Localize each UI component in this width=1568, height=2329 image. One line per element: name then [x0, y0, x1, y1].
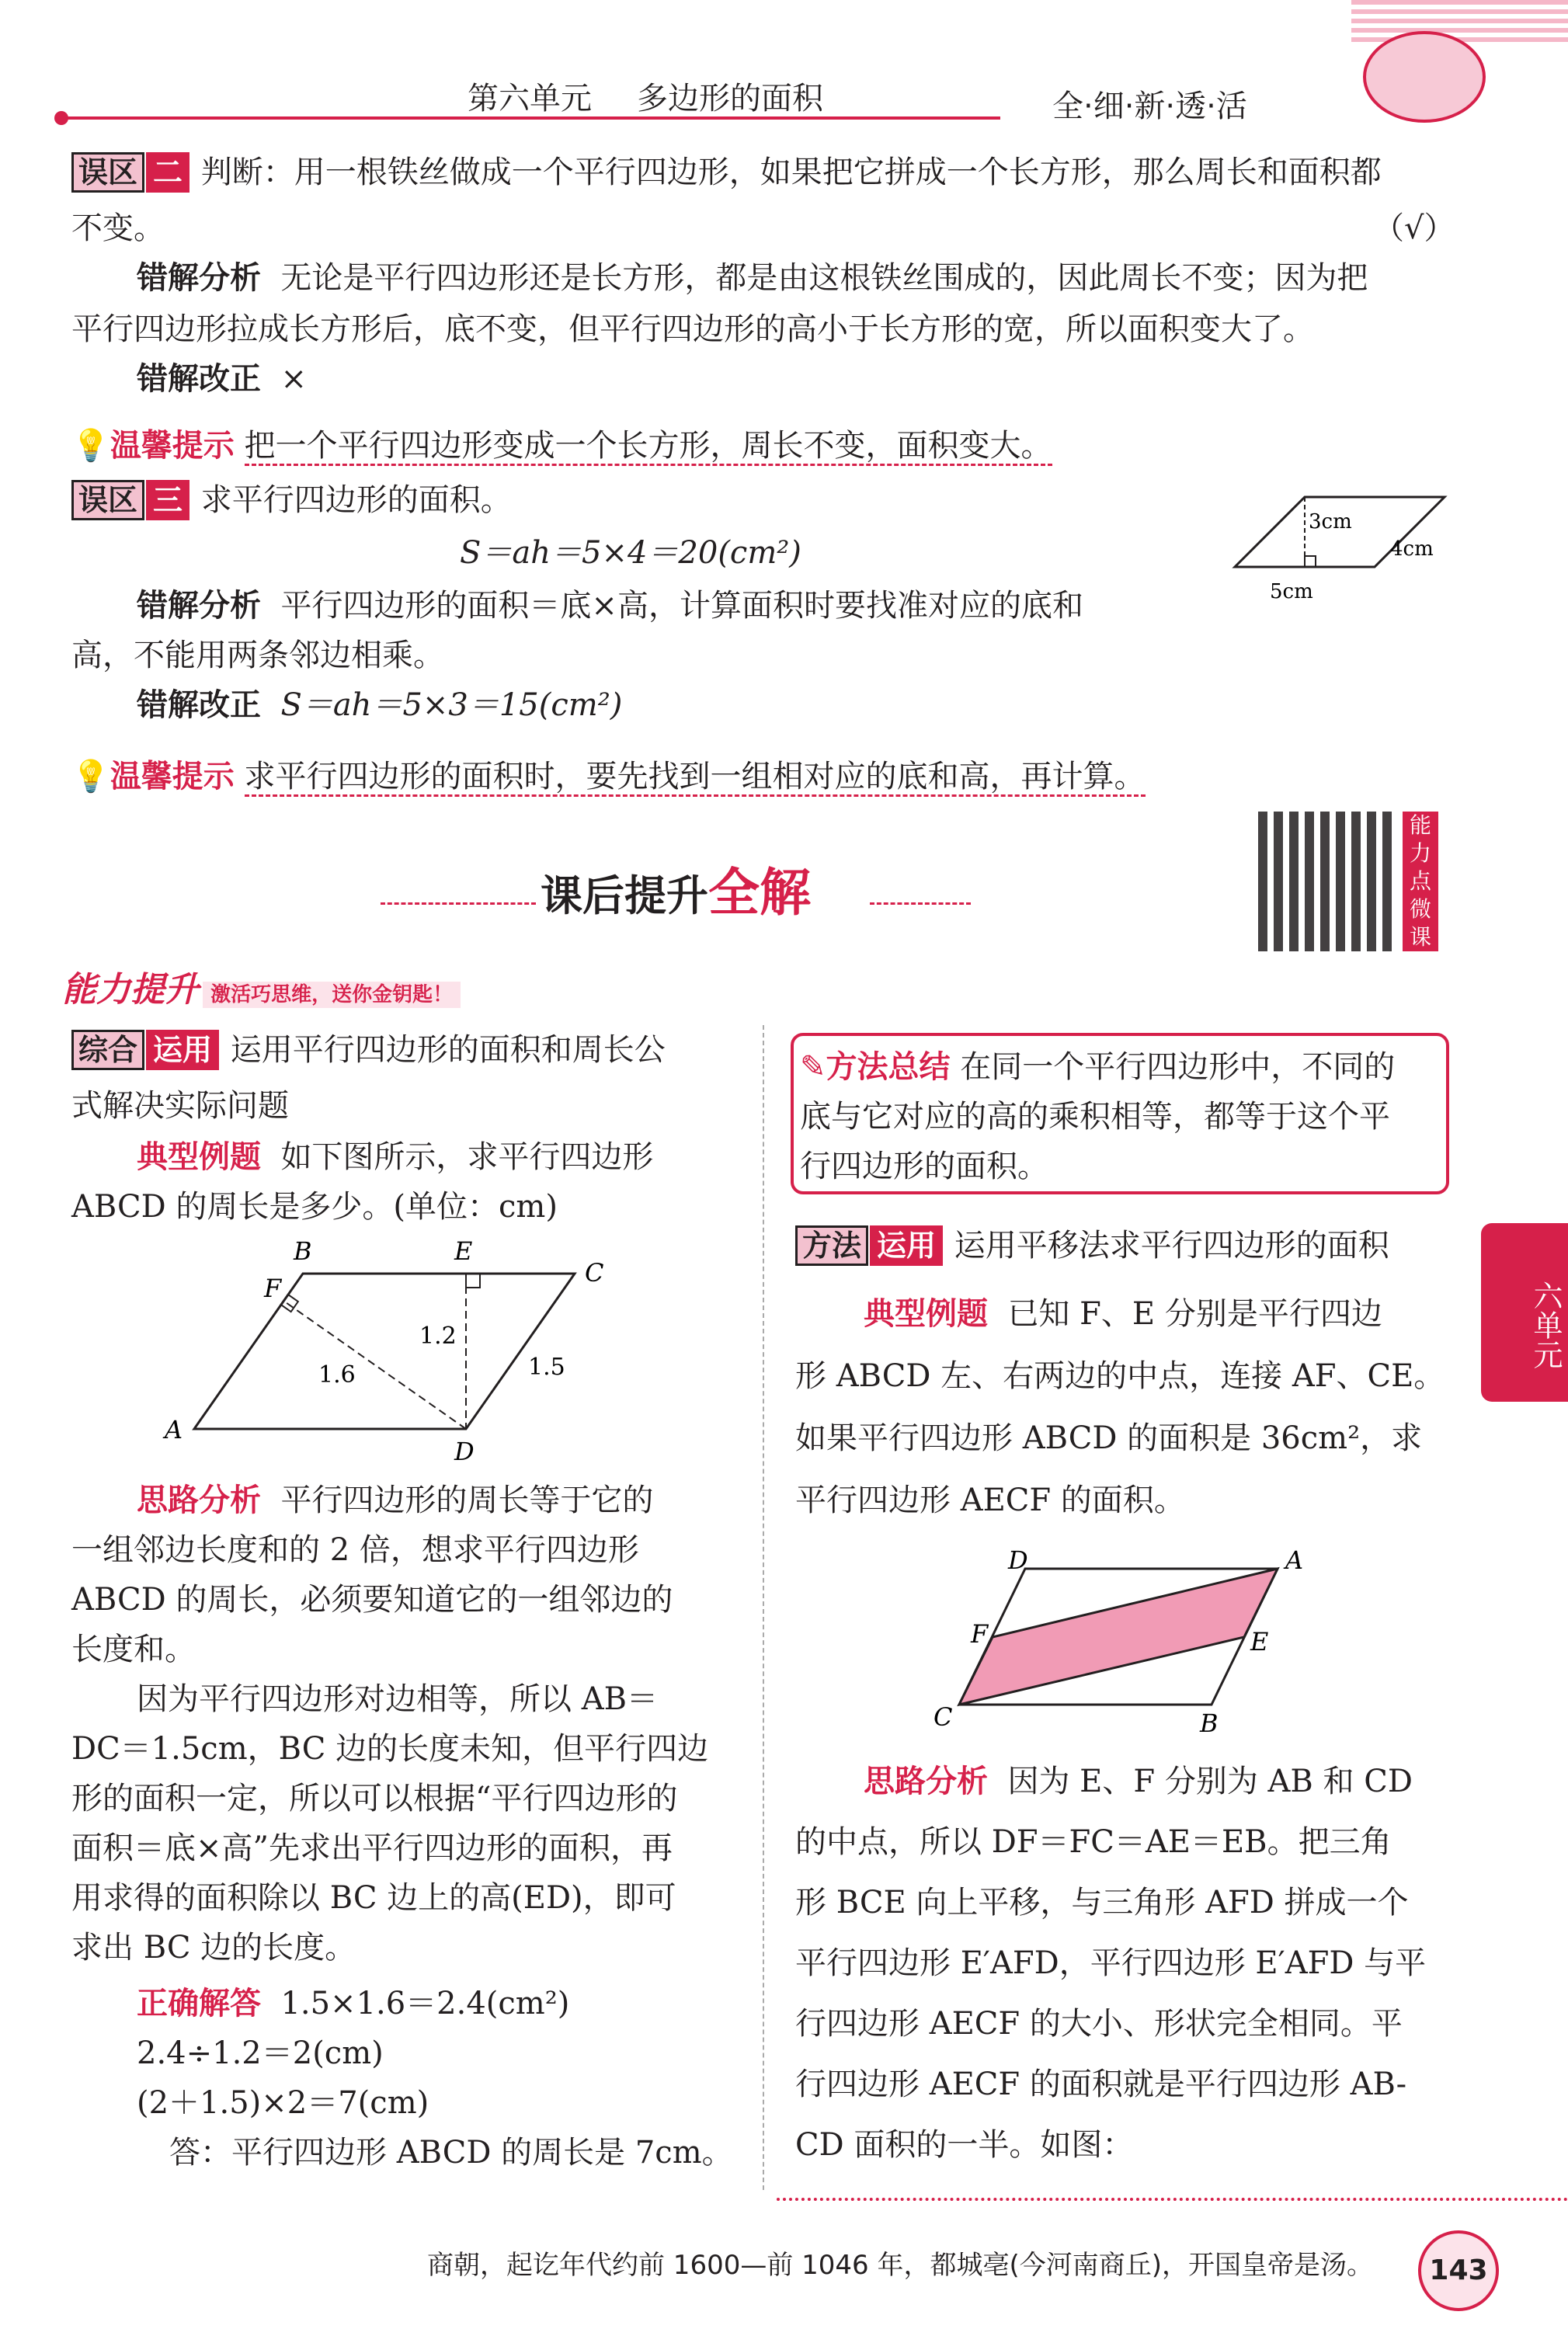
mistake2-wrong-answer: （√） — [1373, 210, 1455, 246]
column-divider — [763, 1025, 764, 2190]
book-logo-icon — [1363, 31, 1486, 123]
method-think-1 — [864, 1757, 1413, 1806]
method-example-2: 形 ABCD 左、右两边的中点，连接 AF、CE。 — [795, 1358, 1445, 1394]
ability-banner-title: 能力提升 — [62, 970, 199, 1010]
label-d: D — [454, 1437, 475, 1460]
correct-label: 错解改正 — [137, 361, 261, 397]
right-angle-e — [466, 1274, 480, 1288]
label-h1: 1.2 — [419, 1323, 457, 1350]
label-c: C — [585, 1258, 604, 1288]
section-title — [381, 854, 971, 932]
comprehensive-think-1 — [137, 1476, 653, 1525]
comprehensive-think-5: 因为平行四边形对边相等，所以 AB＝ — [137, 1681, 658, 1717]
analysis-text: 平行四边形的面积＝底×高，计算面积时要找准对应的底和 — [280, 588, 1083, 624]
summary-line-1 — [800, 1042, 1395, 1092]
think-label: 思路分析 — [864, 1764, 988, 1799]
comprehensive-think-2: 一组邻边长度和的 2 倍，想求平行四边形 — [71, 1532, 639, 1568]
method-tag-b: 运用 — [870, 1225, 943, 1266]
example-label: 典型例题 — [137, 1139, 261, 1175]
label-f: F — [971, 1619, 989, 1649]
method-think-2: 的中点，所以 DF＝FC＝AE＝EB。把三角 — [795, 1824, 1392, 1860]
parallelogram-aecf — [959, 1569, 1278, 1705]
base-label: 5cm — [1270, 580, 1313, 603]
label-c: C — [933, 1702, 953, 1732]
example-text: 已知 F、E 分别是平行四边 — [1007, 1296, 1382, 1332]
method-figure — [924, 1545, 1312, 1740]
correct-text: S＝ah＝5×3＝15(cm²) — [280, 687, 623, 723]
comprehensive-title-text: 运用平行四边形的面积和周长公 — [230, 1032, 666, 1068]
section-rule-right — [870, 902, 971, 905]
analysis-text: 无论是平行四边形还是长方形，都是由这根铁丝围成的，因此周长不变；因为把 — [280, 260, 1368, 296]
example-label: 典型例题 — [864, 1296, 988, 1332]
tip-label: 💡温馨提示 — [71, 759, 235, 794]
mistake2-analysis-1 — [137, 253, 1368, 303]
method-example-4: 平行四边形 AECF 的面积。 — [795, 1483, 1185, 1518]
summary-label-text: 方法总结 — [826, 1049, 951, 1085]
qr-label: 能力点微课 — [1403, 812, 1438, 951]
comprehensive-answer-4: 答：平行四边形 ABCD 的周长是 7cm。 — [169, 2135, 733, 2171]
header-rule — [61, 116, 1000, 120]
answer-text: 1.5×1.6＝2.4(cm²) — [280, 1986, 570, 2021]
comprehensive-example-1 — [137, 1132, 653, 1182]
method-tag: 方法 — [795, 1225, 868, 1266]
mistake3-analysis-2: 高，不能用两条邻边相乘。 — [71, 638, 444, 673]
comprehensive-think-3: ABCD 的周长，必须要知道它的一组邻边的 — [71, 1582, 673, 1618]
ability-banner — [62, 963, 461, 1017]
section-title-b: 全解 — [708, 863, 811, 923]
method-think-5: 行四边形 AECF 的大小、形状完全相同。平 — [795, 2006, 1403, 2042]
tip-label-text: 温馨提示 — [110, 428, 235, 464]
mistake-number: 二 — [146, 152, 189, 193]
mistake3-figure — [1219, 489, 1452, 606]
tip-text: 求平行四边形的面积时，要先找到一组相对应的底和高，再计算。 — [245, 759, 1146, 797]
header-slogan: 全·细·新·透·活 — [1052, 89, 1247, 124]
example-text: 如下图所示，求平行四边形 — [280, 1139, 654, 1175]
label-a: A — [165, 1415, 183, 1444]
header-unit: 第六单元 — [468, 81, 592, 116]
label-a: A — [1285, 1545, 1304, 1575]
comprehensive-think-7: 形的面积一定，所以可以根据“平行四边形的 — [71, 1781, 678, 1816]
tip-label-text: 温馨提示 — [110, 759, 235, 794]
comprehensive-think-4: 长度和。 — [71, 1632, 196, 1667]
method-example-3: 如果平行四边形 ABCD 的面积是 36cm²，求 — [795, 1420, 1423, 1456]
mistake3-question — [71, 475, 512, 525]
mistake3-wrong-formula: S＝ah＝5×4＝20(cm²) — [460, 535, 801, 571]
mistake3-analysis-1 — [137, 581, 1083, 631]
footer-rule — [777, 2198, 1568, 2201]
side-label: 4cm — [1390, 537, 1434, 561]
ability-banner-sub: 激活巧思维，送你金钥匙！ — [203, 982, 461, 1008]
label-e: E — [1250, 1627, 1269, 1656]
question-text: 求平行四边形的面积。 — [200, 482, 512, 518]
comprehensive-think-9: 用求得的面积除以 BC 边上的高(ED)，即可 — [71, 1880, 676, 1916]
mistake3-correct — [137, 680, 622, 730]
header — [0, 0, 1568, 124]
mistake2-correct — [137, 354, 307, 404]
think-text: 平行四边形的周长等于它的 — [280, 1483, 654, 1518]
right-angle-mark — [1305, 556, 1316, 567]
question-text: 判断：用一根铁丝做成一个平行四边形，如果把它拼成一个长方形，那么周长和面积都 — [200, 155, 1382, 190]
section-rule-left — [381, 902, 536, 905]
height-df — [283, 1301, 466, 1429]
mistake3-tip — [71, 752, 1146, 801]
method-think-3: 形 BCE 向上平移，与三角形 AFD 拼成一个 — [795, 1885, 1409, 1921]
section-title-a: 课后提升 — [541, 871, 708, 920]
mistake2-question — [71, 148, 1382, 197]
comprehensive-tag: 综合 — [71, 1030, 144, 1070]
method-think-7: CD 面积的一半。如图： — [795, 2127, 1134, 2163]
comprehensive-example-2: ABCD 的周长是多少。(单位：cm) — [71, 1189, 558, 1225]
label-d: D — [1008, 1545, 1028, 1575]
method-think-4: 平行四边形 E′AFD，平行四边形 E′AFD 与平 — [795, 1945, 1427, 1981]
summary-line-2: 底与它对应的高的乘积相等，都等于这个平 — [800, 1099, 1390, 1135]
mistake2-analysis-2: 平行四边形拉成长方形后，底不变，但平行四边形的高小于长方形的宽，所以面积变大了。 — [71, 311, 1314, 347]
summary-text: 在同一个平行四边形中，不同的 — [960, 1049, 1396, 1085]
height-label: 3cm — [1309, 510, 1352, 534]
comprehensive-answer-3: (2＋1.5)×2＝7(cm) — [137, 2085, 429, 2121]
summary-line-3: 行四边形的面积。 — [800, 1149, 1048, 1184]
comprehensive-figure — [155, 1235, 637, 1460]
comprehensive-think-6: DC＝1.5cm，BC 边的长度未知，但平行四边 — [71, 1731, 709, 1767]
header-dot — [54, 111, 68, 125]
mistake-tag: 误区 — [71, 480, 144, 520]
comprehensive-think-10: 求出 BC 边的长度。 — [71, 1930, 356, 1966]
mistake-tag: 误区 — [71, 152, 144, 193]
summary-label: ✎方法总结 — [800, 1049, 951, 1085]
answer-label: 正确解答 — [137, 1986, 261, 2021]
mistake2-question-cont: 不变。 — [71, 210, 165, 246]
method-example-1 — [864, 1289, 1382, 1339]
label-b: B — [294, 1236, 312, 1266]
label-h2: 1.6 — [318, 1361, 356, 1389]
label-side: 1.5 — [528, 1354, 565, 1381]
comprehensive-title-1 — [71, 1025, 666, 1075]
mistake-number: 三 — [146, 480, 189, 520]
comprehensive-title-2: 式解决实际问题 — [71, 1088, 289, 1124]
label-f: F — [264, 1274, 282, 1303]
mistake2-tip — [71, 421, 1052, 471]
think-text: 因为 E、F 分别为 AB 和 CD — [1007, 1764, 1413, 1799]
analysis-label: 错解分析 — [137, 260, 261, 296]
correct-label: 错解改正 — [137, 687, 261, 723]
think-label: 思路分析 — [137, 1483, 261, 1518]
page-number: 143 — [1418, 2230, 1499, 2311]
method-title-text: 运用平移法求平行四边形的面积 — [954, 1228, 1389, 1264]
qr-code[interactable] — [1258, 812, 1398, 951]
unit-side-tab[interactable]: 六单元 — [1481, 1223, 1568, 1402]
comprehensive-think-8: 面积＝底×高”先求出平行四边形的面积，再 — [71, 1830, 673, 1866]
comprehensive-answer-2: 2.4÷1.2＝2(cm) — [137, 2035, 384, 2071]
footer-note: 商朝，起讫年代约前 1600—前 1046 年，都城亳(今河南商丘)，开国皇帝是汤。 — [427, 2250, 1374, 2281]
label-b: B — [1200, 1709, 1219, 1738]
comprehensive-answer-1 — [137, 1979, 569, 2028]
method-title — [795, 1221, 1389, 1271]
header-chapter: 多边形的面积 — [637, 81, 823, 116]
analysis-label: 错解分析 — [137, 588, 261, 624]
tip-label: 💡温馨提示 — [71, 428, 235, 464]
comprehensive-tag-b: 运用 — [146, 1030, 219, 1070]
method-think-6: 行四边形 AECF 的面积就是平行四边形 AB- — [795, 2067, 1407, 2102]
correct-text: × — [280, 361, 307, 397]
tip-text: 把一个平行四边形变成一个长方形，周长不变，面积变大。 — [245, 428, 1052, 466]
label-e: E — [454, 1236, 473, 1266]
parallelogram-abcd — [194, 1274, 575, 1429]
